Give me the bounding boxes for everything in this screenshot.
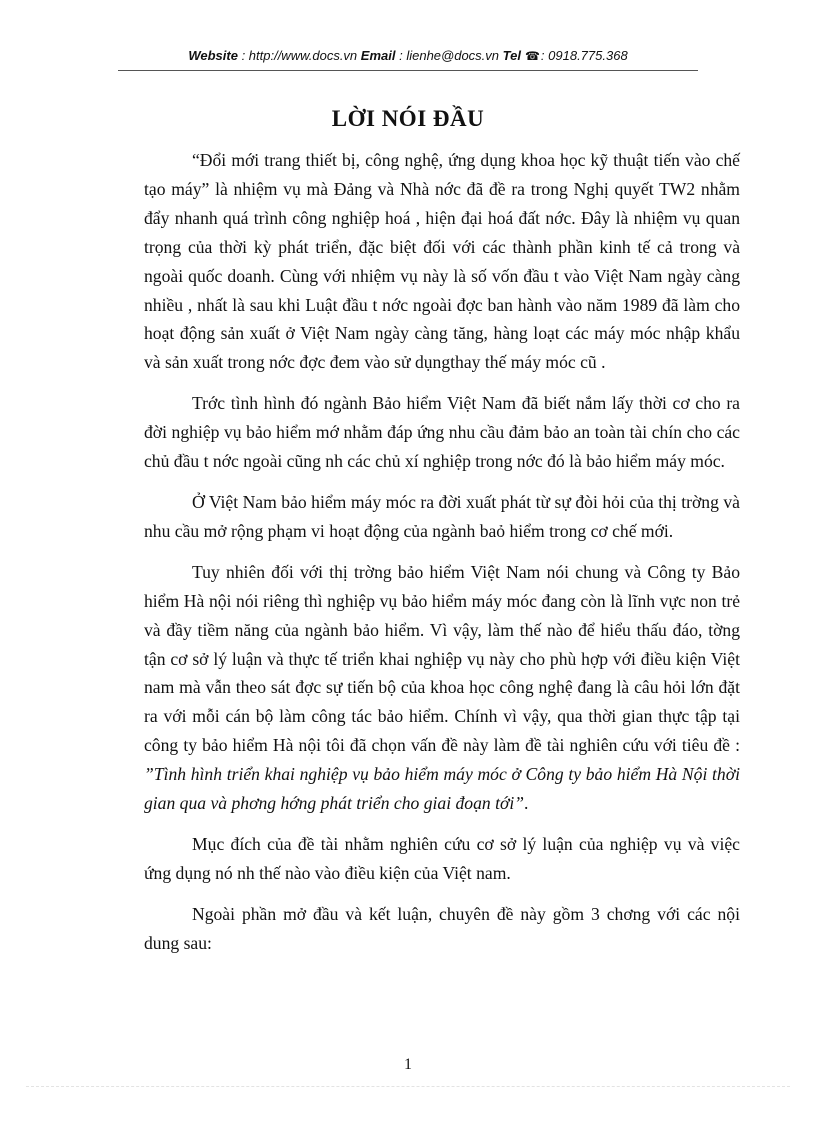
- email-label: Email: [360, 48, 396, 63]
- paragraph-4-tail: .: [524, 793, 529, 814]
- paragraph-4-text: Tuy nhiên đối với thị trờng bảo hiểm Việt Nam nói chung và Công ty Bảo hiểm Hà nội nói riêng thì nghiệp vụ bảo hiểm máy móc đang còn là lĩnh vực non trẻ và đầy tiềm năng của ngành bảo hiểm. Vì vậy, làm thế nào để hiểu thấu đáo, tờng tận cơ sở lý luận và thực tế triển khai nghiệp vụ này cho phù hợp với điều kiện Việt nam mà vẫn theo sát đợc sự tiến bộ của khoa học công nghệ đang là câu hỏi lớn đặt ra với mỗi cán bộ làm công tác bảo hiểm. Chính vì vậy, qua thời gian thực tập tại công ty bảo hiểm Hà nội tôi đã chọn vấn đề này làm đề tài nghiên cứu với tiêu đề :: [144, 561, 740, 756]
- tel-value: : 0918.775.368: [540, 48, 628, 63]
- header-divider: [118, 70, 698, 71]
- paragraph-5: Mục đích của đề tài nhằm nghiên cứu cơ sở lý luận của nghiệp vụ và việc ứng dụng nó nh thế nào vào điều kiện của Việt nam.: [144, 833, 740, 883]
- footer-divider: [26, 1086, 790, 1087]
- paragraph-2: Trớc tình hình đó ngành Bảo hiểm Việt Nam đã biết nắm lấy thời cơ cho ra đời nghiệp vụ bảo hiểm mớ nhằm đáp ứng nhu cầu đảm bảo an toàn tài chín cho các chủ đầu t nớc ngoài cũng nh các chủ xí nghiệp trong nớc đó là bảo hiểm máy móc.: [144, 393, 740, 472]
- tel-label: Tel: [502, 48, 521, 63]
- website-value: : http://www.docs.vn: [241, 48, 358, 63]
- thesis-title: ”Tình hình triển khai nghiệp vụ bảo hiểm máy móc ở Công ty bảo hiểm Hà Nội thời gian qua và phơng hớng phát triển cho giai đoạn tới”: [144, 764, 740, 814]
- paragraph-4: [144, 558, 740, 818]
- page-header: [0, 48, 816, 63]
- paragraph-6: Ngoài phần mở đầu và kết luận, chuyên đề này gồm 3 chơng với các nội dung sau:: [144, 903, 740, 953]
- paragraph-3: Ở Việt Nam bảo hiểm máy móc ra đời xuất phát từ sự đòi hỏi của thị trờng và nhu cầu mở rộng phạm vi hoạt động của ngành baỏ hiểm trong cơ chế mới.: [144, 491, 740, 541]
- telephone-icon: ☎: [524, 49, 540, 63]
- paragraph-1: “Đổi mới trang thiết bị, công nghệ, ứng dụng khoa học kỹ thuật tiến vào chế tạo máy” là nhiệm vụ mà Đảng và Nhà nớc đã đề ra trong Nghị quyết TW2 nhằm đẩy nhanh quá trình công nghiệp hoá , hiện đại hoá đất nớc. Đây là nhiệm vụ quan trọng của thời kỳ phát triển, đặc biệt đối với các thành phần kinh tế cả trong và ngoài quốc doanh. Cùng với nhiệm vụ này là số vốn đầu t vào Việt Nam ngày càng nhiều , nhất là sau khi Luật đầu t nớc ngoài đợc ban hành vào năm 1989 đã làm cho hoạt động sản xuất ở Việt Nam ngày càng tăng, hàng loạt các máy móc nhập khẩu và sản xuất trong nớc đợc đem vào sử dụngthay thế máy móc cũ .: [144, 150, 740, 373]
- website-label: Website: [188, 48, 238, 63]
- page-title: LỜI NÓI ĐẦU: [331, 106, 485, 131]
- page-number: 1: [404, 1056, 412, 1073]
- document-body: [144, 146, 740, 970]
- email-value: : lienhe@docs.vn: [399, 48, 500, 63]
